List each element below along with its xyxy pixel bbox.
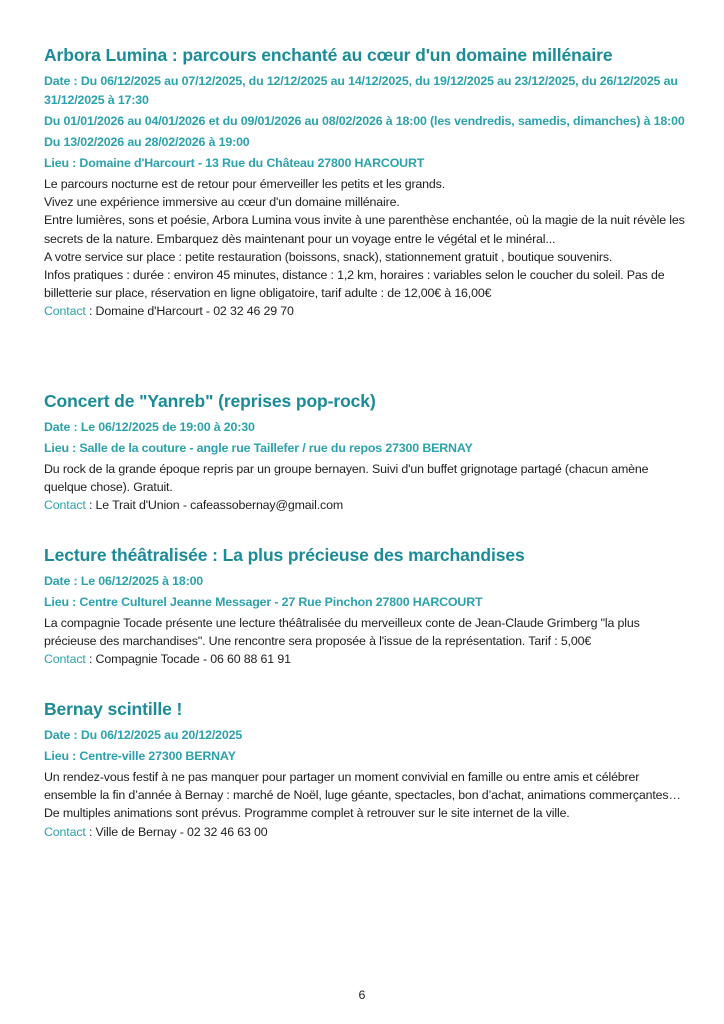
contact-label: Contact [44,304,86,319]
event-description [44,460,690,496]
event-title: Lecture théâtralisée : La plus précieuse des marchandises [44,545,525,565]
event-contact [44,496,690,514]
event-date: Date : Le 06/12/2025 à 18:00 [44,574,204,588]
event-date: Date : Du 06/12/2025 au 07/12/2025, du 12/12/2025 au 14/12/2025, du 19/12/2025 au 23/12/2025, du 26/12/2025 au 31/12/2025 à 17:30 [44,74,678,107]
description-paragraph: Infos pratiques : durée : environ 45 minutes, distance : 1,2 km, horaires : variables selon le coucher du soleil. Pas de billetterie sur place, réservation en ligne obligatoire, tarif adulte : de 12,00€ à 16,00€ [44,268,665,301]
description-paragraph: Vivez une expérience immersive au cœur d'un domaine millénaire. [44,195,400,210]
event-date: Date : Du 06/12/2025 au 20/12/2025 [44,728,243,742]
description-paragraph: Entre lumières, sons et poésie, Arbora Lumina vous invite à une parenthèse enchantée, où la magie de la nuit révèle les secrets de la nature. Embarquez dès maintenant pour un voyage entre le végétal et le minéral... [44,213,685,246]
page-number: 6 [358,988,366,1002]
contact-value: : Domaine d'Harcourt - 02 32 46 29 70 [85,304,294,319]
event-bernay-scintille [44,698,690,841]
description-paragraph: A votre service sur place : petite restauration (boissons, snack), stationnement gratuit , boutique souvenirs. [44,249,613,264]
event-arbora-lumina [44,44,690,321]
description-paragraph: Le parcours nocturne est de retour pour émerveiller les petits et les grands. [44,177,445,191]
event-date-extra: Du 01/01/2026 au 04/01/2026 et du 09/01/2026 au 08/02/2026 à 18:00 (les vendredis, samedis, dimanches) à 18:00 [44,114,685,128]
event-title: Concert de "Yanreb" (reprises pop-rock) [44,391,376,411]
event-date-extra: Du 13/02/2026 au 28/02/2026 à 19:00 [44,135,250,149]
event-title: Arbora Lumina : parcours enchanté au cœur d'un domaine millénaire [44,45,613,65]
event-contact [44,302,690,320]
event-description [44,614,690,650]
contact-value: : Ville de Bernay - 02 32 46 63 00 [85,824,268,839]
contact-value: : Compagnie Tocade - 06 60 88 61 91 [85,652,291,667]
contact-label: Contact [44,652,86,667]
description-paragraph: La compagnie Tocade présente une lecture théâtralisée du merveilleux conte de Jean-Claude Grimberg "la plus précieuse des marchandises". Une rencontre sera proposée à l'issue de la représentation. Tarif : 5,00€ [44,616,640,649]
description-paragraph: Un rendez-vous festif à ne pas manquer pour partager un moment convivial en famille ou entre amis et célébrer ensemble la fin d’année à Bernay : marché de Noël, luge géante, spectacles, bon d’achat, animations commerçantes… De multiples animations sont prévus. Programme complet à retrouver sur le site internet de la ville. [44,770,681,821]
event-location: Lieu : Centre Culturel Jeanne Messager - 27 Rue Pinchon 27800 HARCOURT [44,595,483,609]
event-description [44,768,690,823]
event-description [44,175,690,302]
contact-value: : Le Trait d'Union - cafeassobernay@gmail.com [85,498,344,513]
event-location: Lieu : Domaine d'Harcourt - 13 Rue du Château 27800 HARCOURT [44,156,425,170]
event-contact [44,823,690,841]
event-location: Lieu : Salle de la couture - angle rue Taillefer / rue du repos 27300 BERNAY [44,441,473,455]
event-lecture-theatralisee [44,544,690,669]
event-title: Bernay scintille ! [44,699,183,719]
description-paragraph: Du rock de la grande époque repris par un groupe bernayen. Suivi d'un buffet grignotage partagé (chacun amène quelque chose). Gratuit. [44,462,649,495]
event-location: Lieu : Centre-ville 27300 BERNAY [44,749,236,763]
event-date: Date : Le 06/12/2025 de 19:00 à 20:30 [44,420,255,434]
contact-label: Contact [44,824,86,839]
event-concert-yanreb [44,390,690,515]
event-contact [44,650,690,668]
contact-label: Contact [44,498,86,513]
